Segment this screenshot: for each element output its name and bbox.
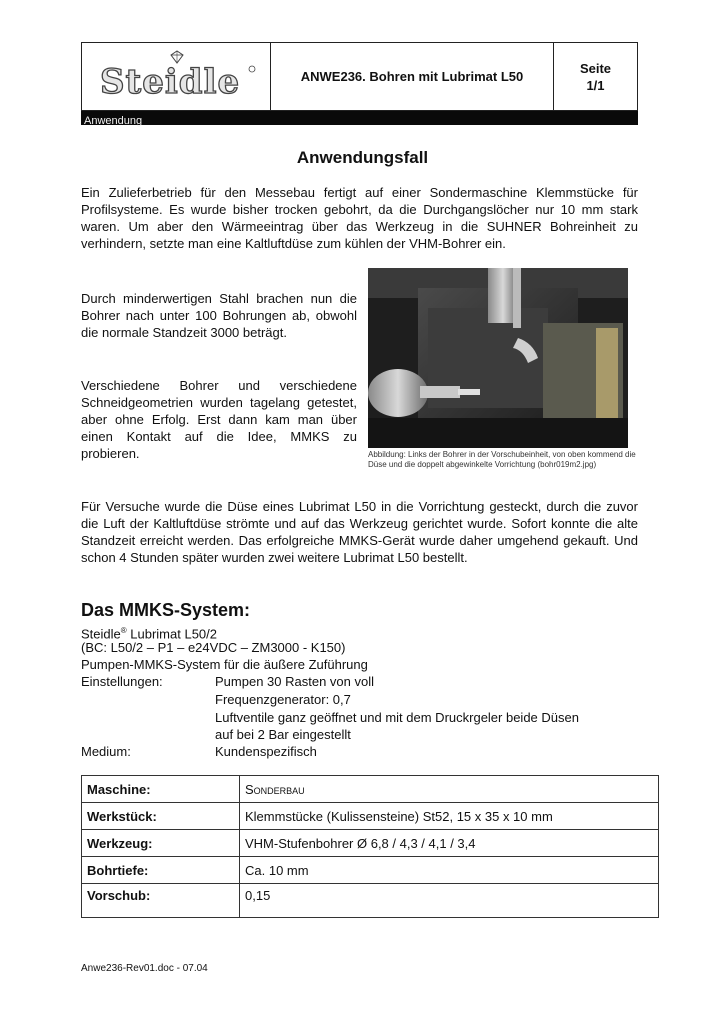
section-band-label: Anwendung <box>84 115 143 127</box>
page-title: Anwendungsfall <box>296 148 429 167</box>
table-row <box>82 884 659 918</box>
row-value: VHM-Stufenbohrer Ø 6,8 / 4,3 / 4,1 / 3,4 <box>240 830 659 857</box>
row-value: Sonderbau <box>240 776 659 803</box>
logo-cell <box>82 43 271 110</box>
page-number: 1/1 <box>586 77 605 93</box>
paragraph-results: Für Versuche wurde die Düse eines Lubrimat L50 in die Vorrichtung gesteckt, durch die zuvor die Luft der Kaltluftdüse strömte und auf das Werkzeug gerichtet wurde. Sofort konnte die alte Standzeit erreicht werden. Das erfolgreiche MMKS-Gerät wurde daher umgehend gekauft. Und schon 4 Stunden später wurden zwei weitere Lubrimat L50 bestellt. <box>81 499 638 565</box>
settings-label: Einstellungen: <box>81 674 163 689</box>
product-name: Lubrimat L50/2 <box>126 626 217 642</box>
page-indicator <box>554 43 637 110</box>
registered-mark: ® <box>120 626 127 635</box>
settings-value-2: Frequenzgenerator: 0,7 <box>215 692 351 707</box>
parameters-table <box>81 775 659 918</box>
paragraph-broken-drills: Durch minderwertigen Stahl brachen nun die Bohrer nach unter 100 Bohrungen ab, obwohl die normale Standzeit 3000 beträgt. <box>81 291 357 340</box>
page-label: Seite <box>579 60 612 76</box>
product-brand: Steidle <box>81 626 121 642</box>
settings-value-4: auf bei 2 Bar eingestellt <box>215 727 351 742</box>
table-row <box>82 857 659 884</box>
row-key: Bohrtiefe: <box>82 857 240 884</box>
table-row <box>82 776 659 803</box>
pump-line: Pumpen-MMKS-System für die äußere Zuführung <box>81 657 368 672</box>
settings-value-3: Luftventile ganz geöffnet und mit dem Druckrgeler beide Düsen <box>215 710 579 725</box>
footer-docref: Anwe236-Rev01.doc - 07.04 <box>81 963 208 974</box>
row-key: Werkzeug: <box>82 830 240 857</box>
medium-label: Medium: <box>81 744 131 759</box>
bc-line: (BC: L50/2 – P1 – e24VDC – ZM3000 - K150) <box>81 640 346 655</box>
logo-text: Steidle <box>100 62 241 102</box>
table-row <box>82 803 659 830</box>
photo-caption: Abbildung: Links der Bohrer in der Vorschubeinheit, von oben kommend die Düse und die doppelt abgewinkelte Vorrichtung (bohr019m2.jpg) <box>368 450 636 469</box>
section-band <box>81 111 638 125</box>
system-heading: Das MMKS-System: <box>81 600 251 620</box>
medium-value: Kundenspezifisch <box>215 744 317 759</box>
document-header <box>81 42 638 111</box>
settings-value-1: Pumpen 30 Rasten von voll <box>215 674 374 689</box>
paragraph-tests: Verschiedene Bohrer und verschiedene Schneidgeometrien wurden tagelang getestet, aber ohne Erfolg. Erst dann kam man über einen Kontakt auf die Idee, MMKS zu probieren. <box>81 378 357 461</box>
row-value: 0,15 <box>240 884 659 918</box>
machine-photo <box>368 268 628 448</box>
row-value: Ca. 10 mm <box>240 857 659 884</box>
document-title: ANWE236. Bohren mit Lubrimat L50 <box>271 43 554 110</box>
row-key: Vorschub: <box>82 884 240 918</box>
row-key: Werkstück: <box>82 803 240 830</box>
row-key: Maschine: <box>82 776 240 803</box>
steidle-logo <box>92 49 262 105</box>
intro-paragraph: Ein Zulieferbetrieb für den Messebau fertigt auf einer Sondermaschine Klemmstücke für Profilsysteme. Es wurde bisher trocken gebohrt, da die Durchgangslöcher nur 10 mm stark waren. Um aber den Wärmeeintrag über das Werkzeug in die SUHNER Bohreinheit zu verhindern, setzte man eine Kaltluftdüse zum kühlen der VHM-Bohrer ein. <box>81 185 638 251</box>
table-row <box>82 830 659 857</box>
row-value: Klemmstücke (Kulissensteine) St52, 15 x 35 x 10 mm <box>240 803 659 830</box>
